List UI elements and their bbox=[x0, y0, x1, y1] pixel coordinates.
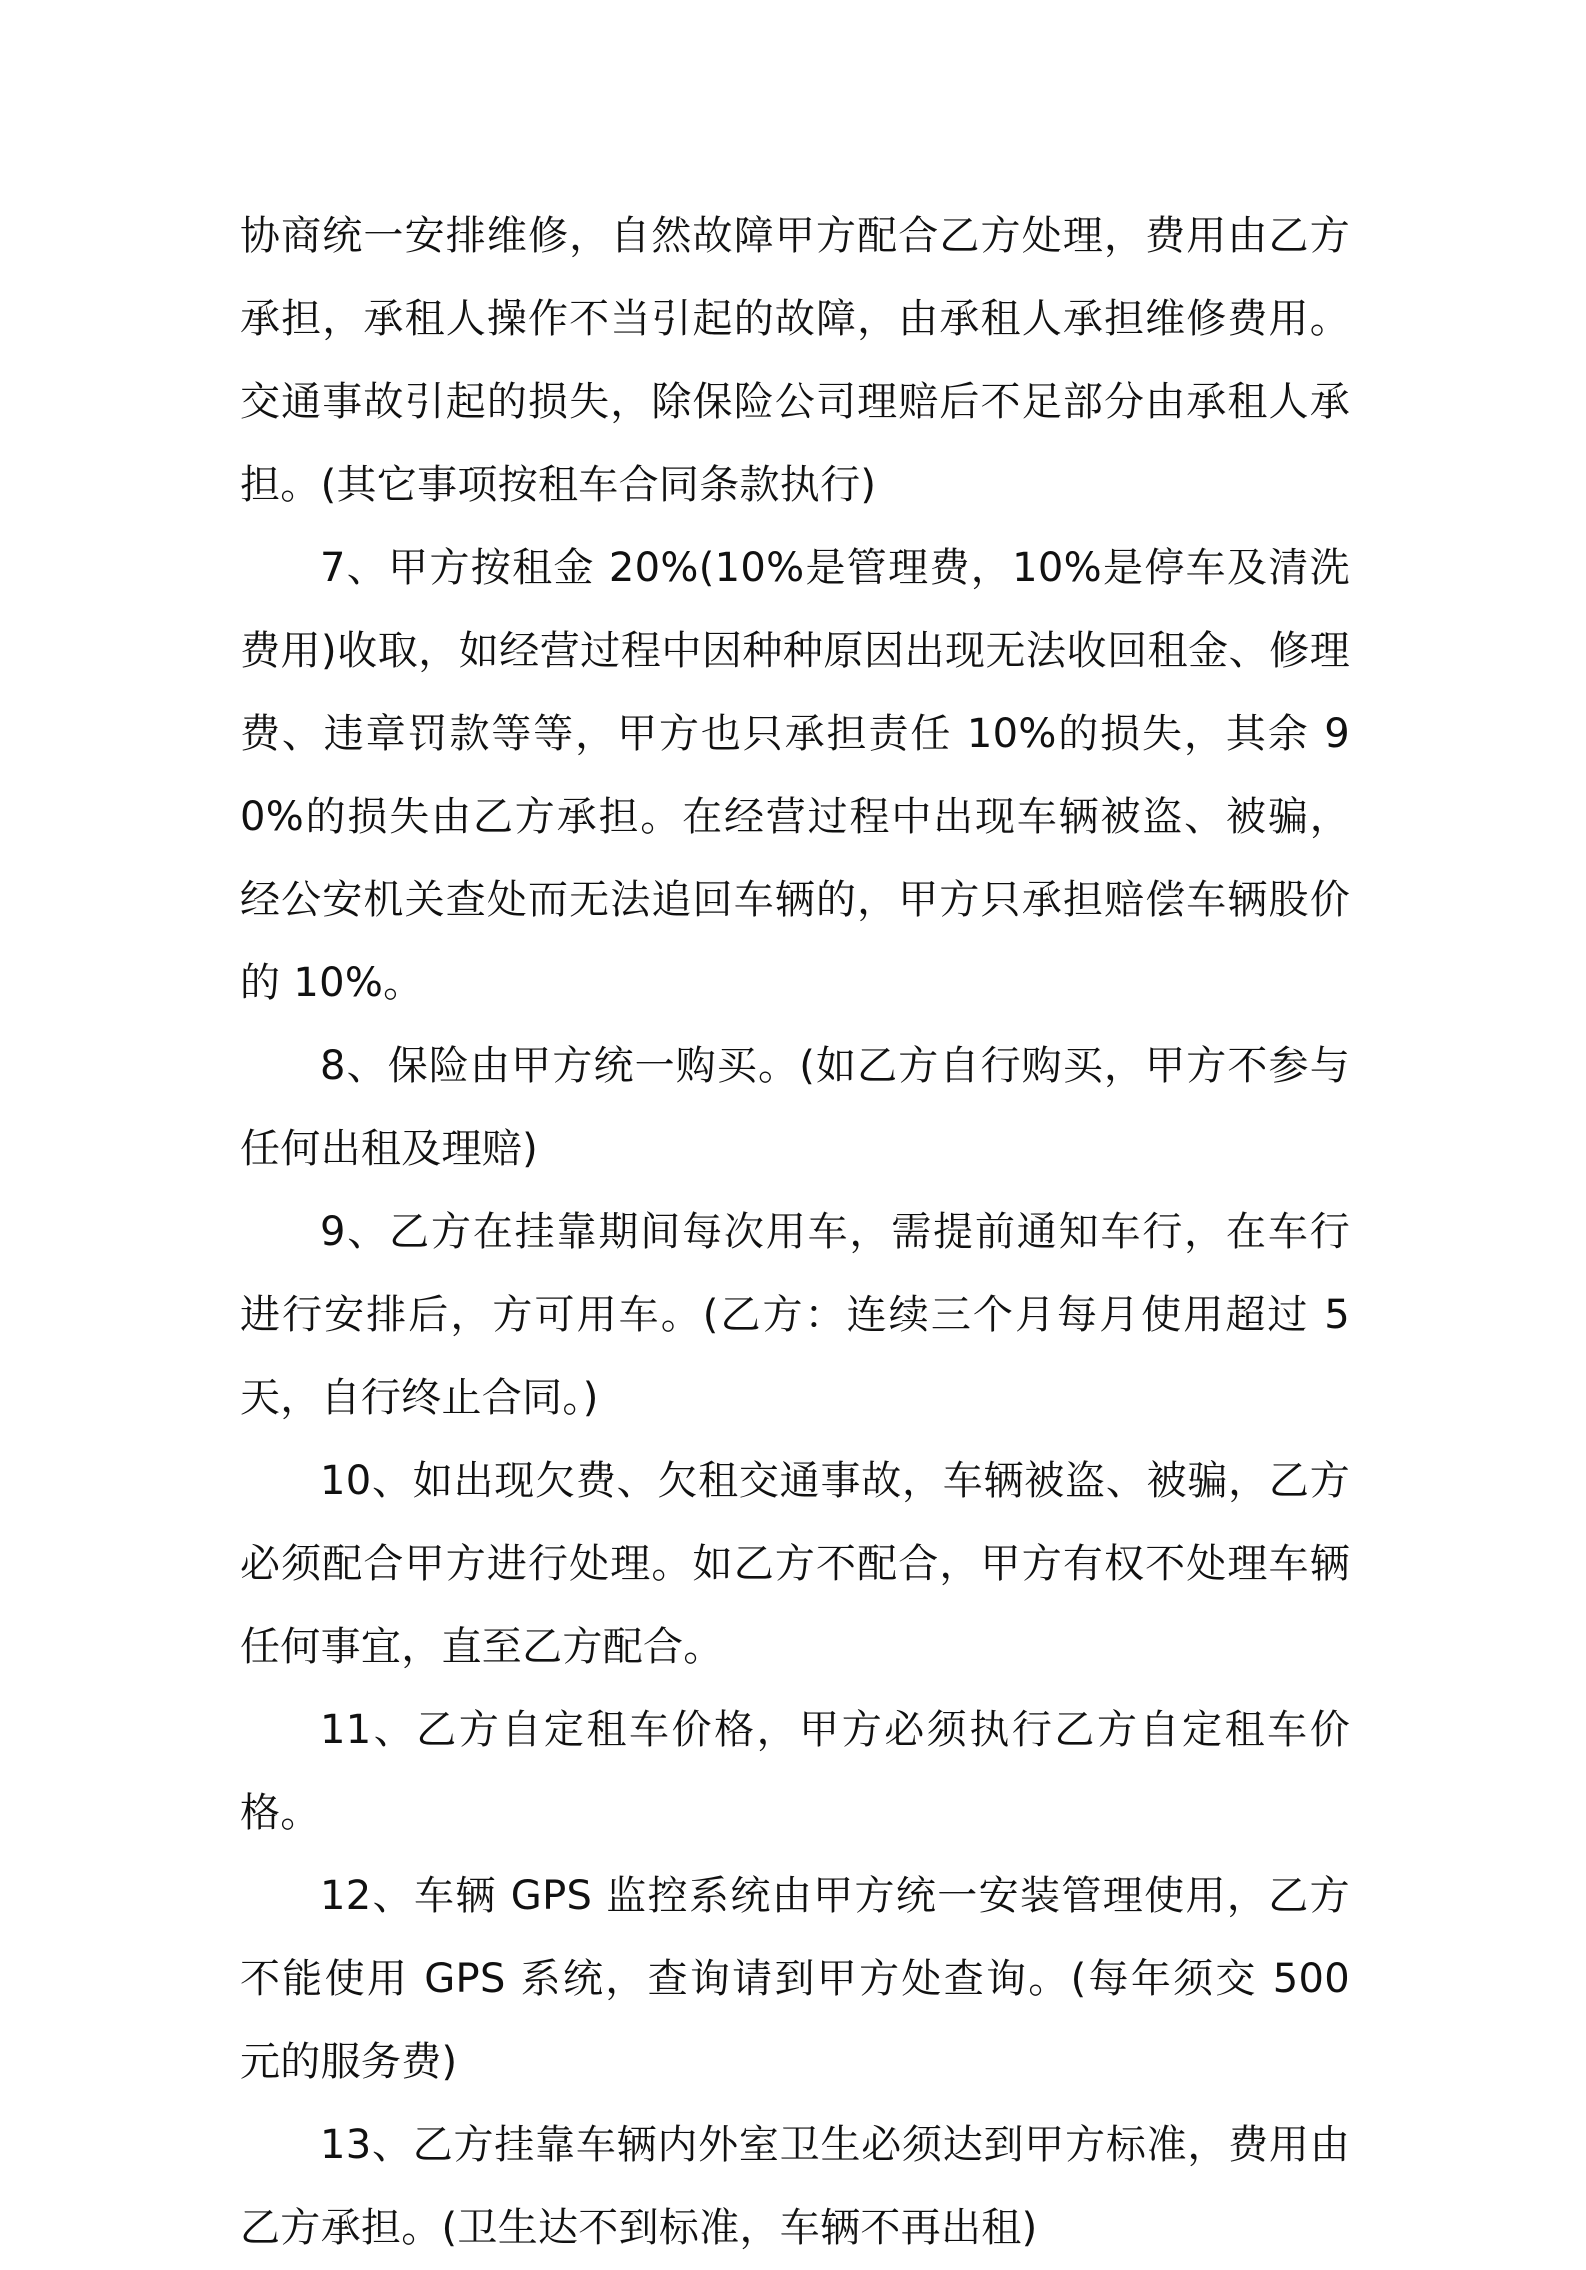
clause-10: 10、如出现欠费、欠租交通事故，车辆被盗、被骗，乙方必须配合甲方进行处理。如乙方不配合，甲方有权不处理车辆任何事宜，直至乙方配合。 bbox=[240, 1458, 1350, 1670]
clause-7: 7、甲方按租金 20%(10%是管理费，10%是停车及清洗费用)收取，如经营过程中因种种原因出现无法收回租金、修理费、违章罚款等等，甲方也只承担责任 10%的损失，其余 90%的损失由乙方承担。在经营过程中出现车辆被盗、被骗，经公安机关查处而无法追回车辆的，甲方只承担赔偿车辆股价的 10%。 bbox=[240, 545, 1350, 1006]
clause-8: 8、保险由甲方统一购买。(如乙方自行购买，甲方不参与任何出租及理赔) bbox=[240, 1043, 1350, 1172]
clause-9: 9、乙方在挂靠期间每次用车，需提前通知车行，在车行进行安排后，方可用车。(乙方：连续三个月每月使用超过 5 天，自行终止合同。) bbox=[240, 1209, 1350, 1421]
clause-13: 13、乙方挂靠车辆内外室卫生必须达到甲方标准，费用由乙方承担。(卫生达不到标准，车辆不再出租) bbox=[240, 2122, 1350, 2251]
paragraph-continuation: 协商统一安排维修，自然故障甲方配合乙方处理，费用由乙方承担，承租人操作不当引起的故障，由承租人承担维修费用。交通事故引起的损失，除保险公司理赔后不足部分由承租人承担。(其它事项按租车合同条款执行) bbox=[240, 213, 1350, 508]
clause-11: 11、乙方自定租车价格，甲方必须执行乙方自定租车价格。 bbox=[240, 1707, 1350, 1836]
clause-12: 12、车辆 GPS 监控系统由甲方统一安装管理使用，乙方不能使用 GPS 系统，查询请到甲方处查询。(每年须交 500 元的服务费) bbox=[240, 1873, 1350, 2085]
document-body bbox=[240, 195, 1350, 2270]
